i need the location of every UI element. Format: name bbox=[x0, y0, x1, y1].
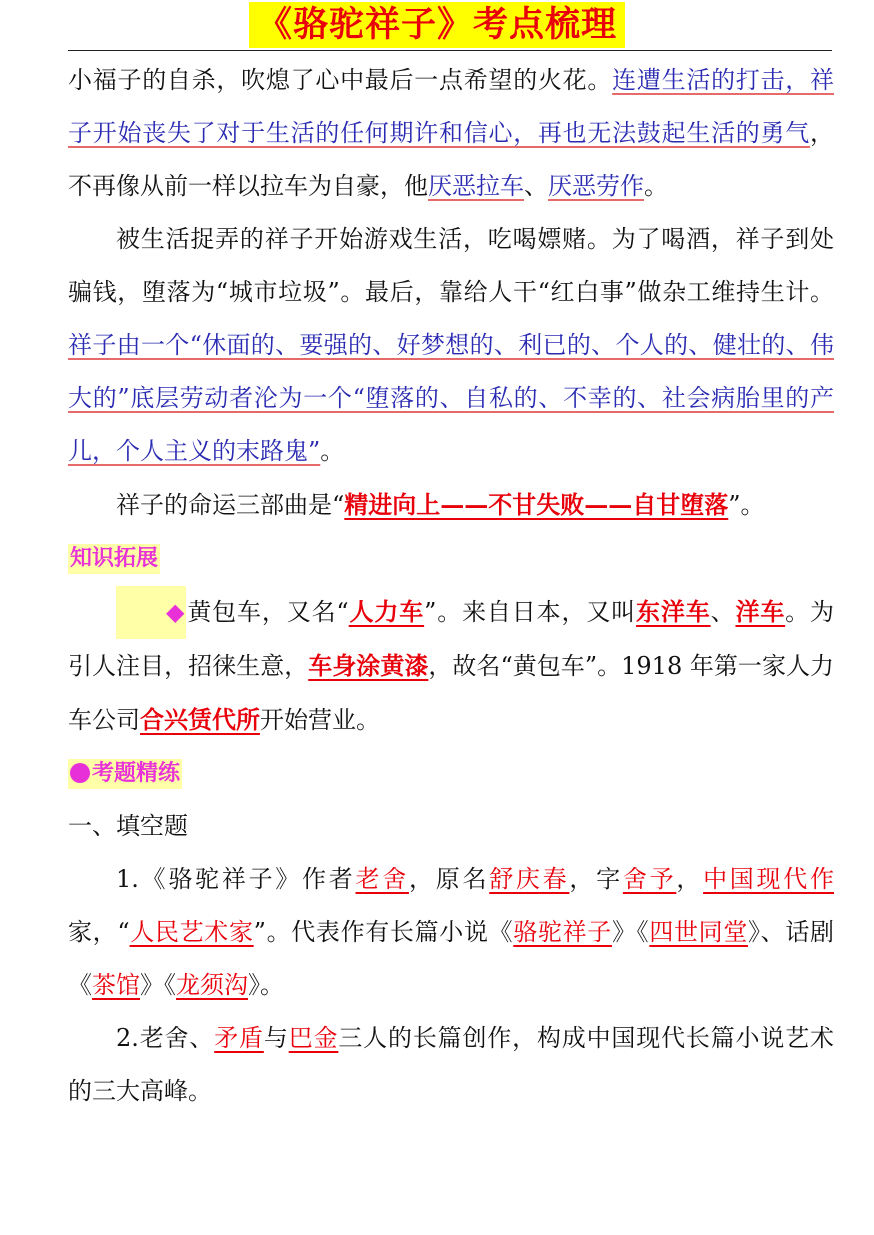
answer-text: 东洋车 bbox=[636, 597, 711, 626]
text: ，不再像从前一样以拉车为自豪，他 bbox=[68, 119, 834, 200]
answer-text: 洋车 bbox=[735, 597, 786, 626]
answer-text: 矛盾 bbox=[214, 1024, 264, 1052]
paragraph-degeneration bbox=[68, 213, 834, 478]
content bbox=[68, 54, 834, 1118]
underlined-text: 连遭生活的打击，祥子开始丧失了对于生活的任何期许和信心，再也无法鼓起生活的勇气 bbox=[68, 66, 835, 147]
text: 。 bbox=[644, 172, 668, 200]
answer-text: 舒庆春 bbox=[489, 865, 570, 893]
title-area bbox=[0, 2, 874, 48]
knowledge-heading: 知识拓展 bbox=[68, 544, 160, 574]
answer-text: 龙须沟 bbox=[176, 971, 248, 999]
question-1 bbox=[68, 853, 834, 1012]
text: 三人的长篇创作，构成中国现代长篇小说艺术的三大高峰。 bbox=[68, 1024, 835, 1105]
text: ，故名“黄包车”。1918 年第一家人力车公司 bbox=[68, 652, 834, 734]
text: ”。 bbox=[728, 491, 765, 519]
text: 》。 bbox=[248, 971, 284, 999]
text: 开始营业。 bbox=[260, 706, 380, 734]
text: 。为引人注目，招徕生意， bbox=[68, 598, 835, 680]
text: ，字 bbox=[569, 865, 623, 893]
paragraph-rickshaw bbox=[68, 585, 834, 747]
underlined-text: 厌恶劳作 bbox=[548, 172, 644, 200]
text: 被生活捉弄的祥子开始游戏生活，吃喝嫖赌。为了喝酒，祥子到处骗钱，堕落为“城市垃圾”。最后，靠给人干“红白事”做杂工维持生计。 bbox=[68, 225, 834, 306]
text: 1.《骆驼祥子》作者 bbox=[116, 865, 356, 893]
text: 祥子的命运三部曲是“ bbox=[116, 491, 345, 519]
section-title: 一、填空题 bbox=[68, 812, 188, 840]
answer-text: 车身涂黄漆 bbox=[308, 651, 429, 680]
exercise-heading bbox=[68, 759, 182, 789]
text: ”。来自日本，又叫 bbox=[424, 598, 637, 626]
text: 》、话剧《 bbox=[68, 918, 835, 999]
text: 与 bbox=[263, 1024, 289, 1052]
text: 、 bbox=[710, 598, 736, 626]
answer-text: 骆驼祥子 bbox=[513, 918, 612, 946]
text: 》《 bbox=[611, 918, 650, 946]
underlined-text: 厌恶拉车 bbox=[428, 172, 524, 200]
text: 黄包车，又名“ bbox=[186, 598, 349, 626]
answer-text: 合兴赁代所 bbox=[140, 705, 260, 734]
diamond-icon: ◆ bbox=[116, 586, 186, 639]
text: 》《 bbox=[140, 971, 176, 999]
answer-text: 中国现代作 bbox=[703, 865, 834, 893]
text: ，原名 bbox=[408, 865, 490, 893]
paragraph-trilogy bbox=[68, 478, 834, 532]
answer-text: 精进向上——不甘失败——自甘堕落 bbox=[344, 490, 729, 519]
text: 2.老舍、 bbox=[116, 1024, 215, 1052]
question-2 bbox=[68, 1012, 834, 1118]
text: ， bbox=[676, 865, 704, 893]
answer-text: 巴金 bbox=[288, 1024, 339, 1052]
paragraph-fuzi bbox=[68, 54, 834, 213]
answer-text: 人民艺术家 bbox=[129, 918, 254, 946]
text: 。 bbox=[320, 437, 345, 465]
text: ”。代表作有长篇小说《 bbox=[253, 918, 514, 946]
underlined-text: 祥子由一个“休面的、要强的、好梦想的、利已的、个人的、健壮的、伟大的”底层劳动者沦为一个“堕落的、自私的、不幸的、社会病胎里的产儿，个人主义的末路鬼” bbox=[68, 331, 834, 465]
exercise-heading-label: 考题精练 bbox=[92, 760, 181, 786]
answer-text: 四世同堂 bbox=[649, 918, 748, 946]
exercise-heading-row bbox=[68, 747, 834, 800]
text: 小福子的自杀，吹熄了心中最后一点希望的火花。 bbox=[68, 66, 613, 94]
knowledge-heading-row bbox=[68, 532, 834, 585]
answer-text: 老舍 bbox=[355, 865, 409, 893]
answer-text: 舍予 bbox=[622, 865, 677, 893]
text: 、 bbox=[524, 172, 548, 200]
bullet-dot-icon bbox=[70, 763, 90, 783]
answer-text: 茶馆 bbox=[92, 971, 140, 999]
text: 家，“ bbox=[68, 918, 130, 946]
title-rule bbox=[68, 50, 832, 51]
answer-text: 人力车 bbox=[348, 597, 425, 626]
page-title: 《骆驼祥子》考点梳理 bbox=[249, 2, 625, 48]
